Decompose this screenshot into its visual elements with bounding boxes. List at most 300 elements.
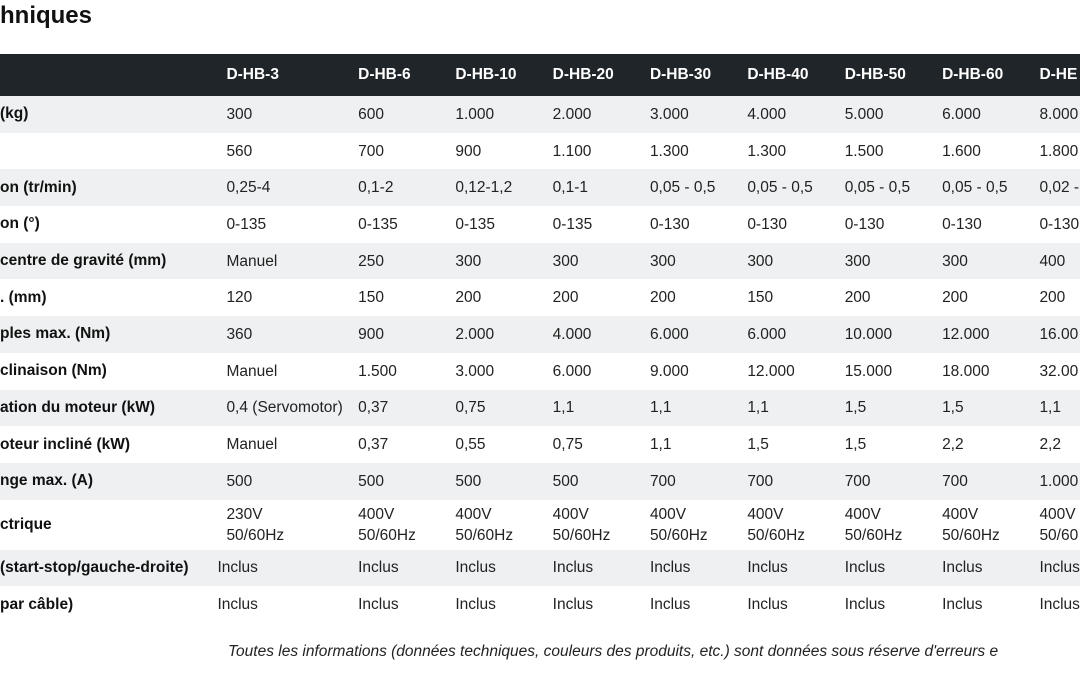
cell-text: 0,75 [455, 399, 486, 417]
row-label: ples max. (Nm) [0, 325, 111, 343]
table-cell [845, 353, 942, 390]
table-cell [455, 133, 552, 170]
table-cell [650, 96, 747, 133]
table-cell [455, 206, 552, 243]
table-cell [650, 316, 747, 353]
table-row [0, 550, 1080, 587]
cell-text: 1.300 [747, 142, 787, 160]
table-cell [650, 353, 747, 390]
table-cell [217, 500, 358, 550]
cell-text: 1.100 [552, 142, 592, 160]
cell-text: Inclus [358, 596, 399, 614]
cell-text: 1.000 [1039, 472, 1079, 490]
table-row [0, 316, 1080, 353]
cell-text: Inclus [358, 559, 399, 577]
table-row [0, 390, 1080, 427]
cell-text: 1,5 [844, 399, 867, 417]
table-cell [1039, 243, 1080, 280]
cell-text: 300 [552, 252, 579, 270]
table-cell [845, 316, 942, 353]
cell-text: Inclus [455, 559, 496, 577]
cell-text: 300 [844, 252, 871, 270]
cell-text: 300 [942, 252, 968, 270]
cell-text: Inclus [942, 596, 983, 614]
cell-text: 230V [226, 505, 263, 523]
column-header: D-HB-10 [455, 66, 517, 83]
table-cell [747, 206, 844, 243]
table-cell [942, 316, 1039, 353]
table-cell [845, 586, 942, 623]
cell-text: 6.000 [649, 325, 689, 343]
table-cell [553, 169, 650, 206]
cell-text: 8.000 [1039, 105, 1079, 123]
table-cell [650, 243, 747, 280]
table-cell [455, 500, 552, 550]
cell-text: 0,37 [358, 399, 389, 417]
table-cell [845, 500, 942, 550]
cell-text: 50/60Hz [942, 526, 1000, 544]
cell-text: 300 [747, 252, 774, 270]
table-cell [942, 586, 1039, 623]
cell-text: 1,1 [747, 399, 769, 417]
table-cell [942, 550, 1039, 587]
cell-text: 700 [942, 472, 968, 490]
cell-text: Inclus [1039, 596, 1080, 614]
table-cell [553, 96, 650, 133]
cell-text: 150 [747, 289, 774, 307]
cell-text: 400V [358, 505, 395, 523]
table-row [0, 586, 1080, 623]
cell-text: 0,1-2 [358, 179, 394, 197]
table-cell [217, 390, 358, 427]
cell-text: 400V [455, 505, 492, 523]
cell-text: 15.000 [844, 362, 893, 380]
column-header: D-HB-60 [942, 66, 1004, 83]
table-cell [942, 243, 1039, 280]
table-cell [217, 206, 358, 243]
table-cell [845, 243, 942, 280]
cell-text: 400V [649, 505, 687, 523]
table-cell [455, 316, 552, 353]
table-cell [455, 550, 552, 587]
table-cell [1039, 586, 1080, 623]
cell-text: Inclus [217, 596, 258, 614]
table-cell [455, 96, 552, 133]
table-cell [358, 353, 455, 390]
cell-text: 360 [226, 325, 253, 343]
cell-text: 1,5 [942, 399, 964, 417]
table-cell [358, 169, 455, 206]
table-cell [1039, 96, 1080, 133]
row-label: ctrique [0, 515, 52, 533]
cell-text: 6.000 [747, 325, 787, 343]
table-cell [358, 390, 455, 427]
table-row [0, 169, 1080, 206]
cell-text: 1,1 [649, 436, 672, 454]
table-cell [747, 500, 844, 550]
cell-text: 16.00 [1039, 325, 1079, 343]
row-label: on (°) [0, 215, 40, 233]
cell-text: Inclus [552, 559, 594, 577]
cell-text: 400V [747, 505, 784, 523]
cell-text: 2,2 [942, 436, 964, 454]
table-cell [942, 206, 1039, 243]
table-cell [747, 390, 844, 427]
cell-text: Inclus [844, 559, 886, 577]
row-label: (kg) [0, 105, 29, 123]
page-title: hniques [0, 2, 93, 29]
table-cell [845, 463, 942, 500]
cell-text: 5.000 [844, 105, 884, 123]
cell-text: 50/60Hz [455, 526, 514, 544]
cell-text: Inclus [455, 596, 496, 614]
table-cell [1039, 169, 1080, 206]
cell-text: 12.000 [942, 325, 990, 343]
cell-text: 0,05 - 0,5 [844, 179, 911, 197]
cell-text: 1.600 [942, 142, 981, 160]
cell-text: 200 [649, 289, 676, 307]
cell-text: 0-130 [747, 215, 787, 233]
cell-text: 12.000 [747, 362, 795, 380]
table-cell [358, 96, 455, 133]
cell-text: 0,75 [552, 436, 583, 454]
cell-text: 900 [455, 142, 482, 160]
table-cell [942, 96, 1039, 133]
table-cell [650, 133, 747, 170]
cell-text: 0,1-1 [552, 179, 588, 197]
table-cell [553, 279, 650, 316]
table-cell [942, 390, 1039, 427]
table-cell [553, 390, 650, 427]
table-cell [747, 586, 844, 623]
table-cell [217, 279, 358, 316]
table-cell [1039, 463, 1080, 500]
cell-text: 400 [1039, 252, 1066, 270]
table-cell [553, 133, 650, 170]
table-cell [455, 390, 552, 427]
table-cell [845, 426, 942, 463]
footnote: Toutes les informations (données techniques, couleurs des produits, etc.) sont données sous réserve d'erreurs e [228, 643, 999, 660]
cell-text: 50/60Hz [747, 526, 806, 544]
cell-text: 0,37 [358, 436, 389, 454]
table-cell [358, 206, 455, 243]
table-cell [747, 550, 844, 587]
row-label: nge max. (A) [0, 472, 94, 490]
cell-text: 50/60 [1039, 526, 1079, 544]
table-cell [650, 500, 747, 550]
table-cell [553, 586, 650, 623]
column-header: D-HB-50 [844, 66, 906, 83]
table-cell [358, 243, 455, 280]
table-cell [747, 243, 844, 280]
table-row [0, 243, 1080, 280]
cell-text: 3.000 [455, 362, 495, 380]
cell-text: 1,1 [552, 399, 575, 417]
cell-text: 0,05 - 0,5 [747, 179, 813, 197]
table-cell [217, 96, 358, 133]
table-cell [553, 500, 650, 550]
table-row [0, 96, 1080, 133]
cell-text: 0,05 - 0,5 [942, 179, 1008, 197]
table-cell [455, 279, 552, 316]
table-cell [650, 279, 747, 316]
table-cell [1039, 133, 1080, 170]
table-cell [747, 133, 844, 170]
cell-text: 32.00 [1039, 362, 1079, 380]
table-row [0, 426, 1080, 463]
table-cell [553, 550, 650, 587]
table-cell [455, 353, 552, 390]
table-cell [845, 206, 942, 243]
table-cell [358, 500, 455, 550]
table-cell [942, 279, 1039, 316]
cell-text: 9.000 [649, 362, 689, 380]
table-cell [845, 169, 942, 206]
cell-text: Manuel [226, 362, 278, 380]
table-row [0, 133, 1080, 170]
cell-text: 560 [226, 142, 253, 160]
cell-text: 6.000 [552, 362, 592, 380]
table-cell [553, 426, 650, 463]
cell-text: 50/60Hz [844, 526, 903, 544]
column-header: D-HB-6 [358, 66, 411, 83]
table-cell [1039, 390, 1080, 427]
table-cell [650, 463, 747, 500]
cell-text: 400V [942, 505, 979, 523]
table-cell [942, 463, 1039, 500]
cell-text: Inclus [649, 596, 691, 614]
cell-text: 0,05 - 0,5 [649, 179, 716, 197]
cell-text: 0,25-4 [226, 179, 271, 197]
cell-text: Inclus [942, 559, 983, 577]
table-cell [747, 316, 844, 353]
cell-text: 120 [226, 289, 253, 307]
table-cell [747, 426, 844, 463]
table-cell [845, 550, 942, 587]
row-label: on (tr/min) [0, 178, 77, 196]
table-cell [1039, 353, 1080, 390]
table-cell [747, 169, 844, 206]
cell-text: 50/60Hz [226, 526, 285, 544]
table-cell [455, 463, 552, 500]
cell-text: 0-130 [942, 215, 982, 233]
cell-text: 700 [844, 472, 871, 490]
table-row [0, 353, 1080, 390]
cell-text: 0,4 (Servomotor) [226, 399, 343, 417]
cell-text: 1,5 [844, 436, 867, 454]
specs-table [0, 54, 1080, 623]
cell-text: 500 [226, 472, 253, 490]
cell-text: 2.000 [455, 325, 495, 343]
table-cell [553, 353, 650, 390]
cell-text: 500 [552, 472, 579, 490]
cell-text: 300 [649, 252, 676, 270]
cell-text: Inclus [747, 596, 788, 614]
table-row [0, 500, 1080, 550]
cell-text: 1.500 [844, 142, 884, 160]
table-cell [1039, 500, 1080, 550]
column-header: D-HE [1039, 66, 1078, 83]
table-cell [1039, 550, 1080, 587]
cell-text: 300 [455, 252, 482, 270]
cell-text: 0,12-1,2 [455, 179, 513, 197]
table-cell [942, 500, 1039, 550]
table-cell [358, 133, 455, 170]
cell-text: 50/60Hz [358, 526, 416, 544]
row-label: centre de gravité (mm) [0, 252, 167, 270]
row-label: ation du moteur (kW) [0, 398, 155, 416]
table-cell [358, 279, 455, 316]
cell-text: 0-135 [358, 215, 398, 233]
row-label: par câble) [0, 595, 74, 613]
cell-text: Inclus [1039, 559, 1080, 577]
table-cell [358, 463, 455, 500]
row-label: (start-stop/gauche-droite) [0, 558, 189, 576]
row-label: clinaison (Nm) [0, 362, 107, 380]
cell-text: 200 [844, 289, 871, 307]
table-cell [942, 133, 1039, 170]
table-cell [650, 169, 747, 206]
table-cell [747, 463, 844, 500]
table-row [0, 463, 1080, 500]
cell-text: 200 [942, 289, 968, 307]
table-cell [845, 279, 942, 316]
cell-text: 10.000 [844, 325, 893, 343]
cell-text: 3.000 [649, 105, 689, 123]
table-cell [455, 169, 552, 206]
cell-text: 0,02 - [1039, 179, 1080, 197]
cell-text: 50/60Hz [552, 526, 611, 544]
table-row [0, 279, 1080, 316]
table-cell [747, 353, 844, 390]
cell-text: 1,5 [747, 436, 769, 454]
cell-text: 200 [552, 289, 579, 307]
table-cell [553, 206, 650, 243]
cell-text: 400V [552, 505, 589, 523]
table-cell [358, 426, 455, 463]
cell-text: 700 [747, 472, 774, 490]
cell-text: Inclus [649, 559, 691, 577]
cell-text: Manuel [226, 252, 278, 270]
table-cell [358, 316, 455, 353]
cell-text: 250 [358, 252, 384, 270]
cell-text: Inclus [217, 559, 258, 577]
cell-text: 300 [226, 105, 253, 123]
cell-text: 0,55 [455, 436, 486, 454]
cell-text: 4.000 [552, 325, 592, 343]
table-cell [217, 550, 358, 587]
table-header-row [0, 54, 1080, 96]
table-cell [747, 96, 844, 133]
column-header: D-HB-20 [552, 66, 614, 83]
cell-text: 1.000 [455, 105, 495, 123]
cell-text: 0-130 [649, 215, 690, 233]
table-cell [455, 243, 552, 280]
table-cell [358, 550, 455, 587]
cell-text: 500 [455, 472, 482, 490]
cell-text: 18.000 [942, 362, 990, 380]
cell-text: 150 [358, 289, 384, 307]
table-cell [217, 169, 358, 206]
cell-text: 600 [358, 105, 384, 123]
table-cell [1039, 316, 1080, 353]
cell-text: 0-130 [844, 215, 885, 233]
column-header: D-HB-30 [649, 66, 712, 83]
cell-text: 0-135 [226, 215, 267, 233]
cell-text: Manuel [226, 436, 278, 454]
table-cell [942, 426, 1039, 463]
cell-text: 0-135 [552, 215, 593, 233]
table-body [0, 96, 1080, 623]
table-cell [650, 206, 747, 243]
table-cell [845, 390, 942, 427]
table-cell [650, 426, 747, 463]
column-header: D-HB-3 [226, 66, 279, 83]
cell-text: 6.000 [942, 105, 981, 123]
cell-text: Inclus [844, 596, 886, 614]
cell-text: 400V [844, 505, 881, 523]
cell-text: 0-135 [455, 215, 495, 233]
table-cell [942, 353, 1039, 390]
cell-text: 1.500 [358, 362, 397, 380]
cell-text: 2,2 [1039, 436, 1061, 454]
cell-text: 900 [358, 325, 384, 343]
table-cell [747, 279, 844, 316]
cell-text: 1,1 [649, 399, 672, 417]
table-cell [217, 243, 358, 280]
table-cell [358, 586, 455, 623]
table-cell [1039, 206, 1080, 243]
row-label: . (mm) [0, 288, 47, 306]
table-cell [553, 463, 650, 500]
table-cell [650, 550, 747, 587]
cell-text: 2.000 [552, 105, 592, 123]
table-cell [845, 96, 942, 133]
table-cell [1039, 279, 1080, 316]
cell-text: 400V [1039, 505, 1076, 523]
table-cell [553, 316, 650, 353]
table-cell [455, 586, 552, 623]
header-cell-label [0, 54, 217, 96]
table-cell [553, 243, 650, 280]
table-cell [217, 133, 358, 170]
cell-text: 700 [649, 472, 676, 490]
cell-text: 1.800 [1039, 142, 1079, 160]
row-label [0, 133, 217, 170]
table-cell [217, 463, 358, 500]
table-cell [650, 586, 747, 623]
cell-text: 1,1 [1039, 399, 1061, 417]
table-cell [1039, 426, 1080, 463]
table-cell [845, 133, 942, 170]
table-row [0, 206, 1080, 243]
cell-text: 700 [358, 142, 384, 160]
cell-text: 500 [358, 472, 384, 490]
table-cell [217, 426, 358, 463]
cell-text: 200 [1039, 289, 1066, 307]
table-cell [942, 169, 1039, 206]
table-cell [217, 316, 358, 353]
table-cell [217, 586, 358, 623]
table-cell [650, 390, 747, 427]
table-cell [455, 426, 552, 463]
cell-text: 4.000 [747, 105, 787, 123]
row-label: oteur incliné (kW) [0, 435, 131, 453]
cell-text: 1.300 [649, 142, 689, 160]
table-cell [217, 353, 358, 390]
cell-text: 200 [455, 289, 482, 307]
cell-text: 50/60Hz [649, 526, 708, 544]
